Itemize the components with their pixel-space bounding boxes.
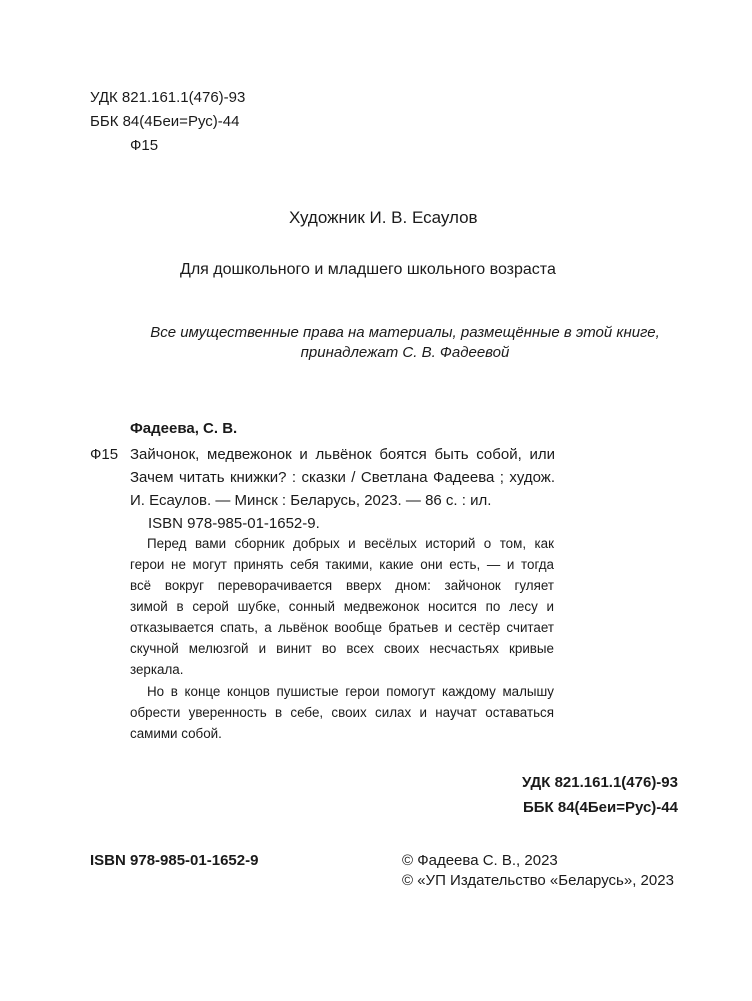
audience-note: Для дошкольного и младшего школьного возраста — [180, 261, 556, 278]
bbk-code: ББК 84(4Беи=Рус)-44 — [90, 113, 240, 130]
rights-line-2: принадлежат С. В. Фадеевой — [300, 344, 510, 361]
annotation-line: Но в конце концов пушистые герои помогут каждому малышу — [147, 684, 554, 699]
annotation-line: зеркала. — [130, 662, 184, 677]
annotation-line: скучной мелюзгой и винит во всех своих несчастьях кривые — [130, 641, 554, 656]
catalog-isbn: ISBN 978-985-01-1652-9. — [148, 515, 320, 532]
author-mark: Ф15 — [130, 137, 159, 154]
illustrator-credit: Художник И. В. Есаулов — [289, 208, 478, 227]
author-heading: Фадеева, С. В. — [130, 420, 238, 437]
catalog-mark: Ф15 — [90, 446, 119, 463]
description-line-3: И. Есаулов. — Минск : Беларусь, 2023. — 86 с. : ил. — [130, 492, 492, 509]
description-line-1: Зайчонок, медвежонок и львёнок боятся быть собой, или — [130, 446, 555, 463]
footer-bbk-code: ББК 84(4Беи=Рус)-44 — [522, 799, 678, 816]
udk-code: УДК 821.161.1(476)-93 — [90, 89, 246, 106]
footer-isbn: ISBN 978-985-01-1652-9 — [90, 852, 259, 869]
annotation-line: обрести уверенность в себе, своих силах и научат оставаться — [130, 705, 554, 720]
copyright-publisher: © «УП Издательство «Беларусь», 2023 — [402, 872, 674, 889]
annotation-line: герои не могут принять себя такими, какие они есть, — и тогда — [130, 557, 554, 572]
annotation-line: всё вокруг переворачивается вверх дном: зайчонок гуляет — [130, 578, 554, 593]
rights-line-1: Все имущественные права на материалы, размещённые в этой книге, — [150, 324, 660, 341]
footer-udk-code: УДК 821.161.1(476)-93 — [521, 774, 678, 791]
copyright-author: © Фадеева С. В., 2023 — [402, 852, 558, 869]
annotation-line: Перед вами сборник добрых и весёлых историй о том, как — [147, 536, 554, 551]
annotation-line: отказывается спать, а львёнок вообще братьев и сестёр считает — [130, 620, 554, 635]
annotation-line: самими собой. — [130, 726, 222, 741]
description-line-2: Зачем читать книжки? : сказки / Светлана Фадеева ; худож. — [130, 469, 555, 486]
annotation-line: зимой в серой шубке, сонный медвежонок носится по лесу и — [130, 599, 554, 614]
